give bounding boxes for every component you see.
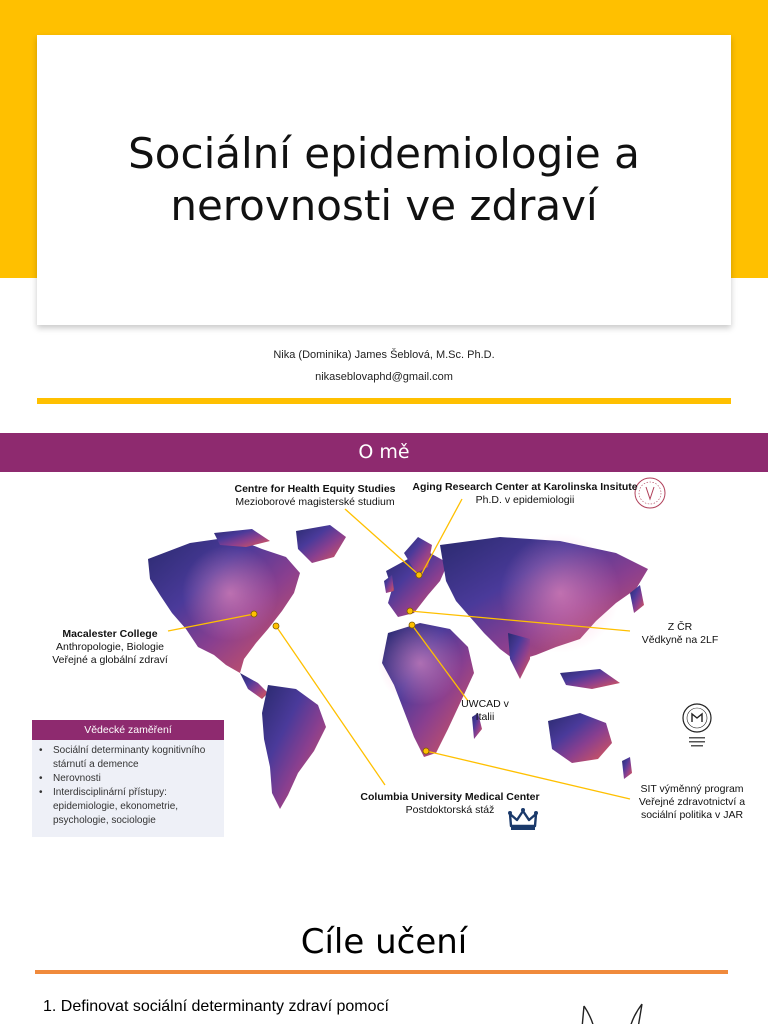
location-detail: Italii bbox=[475, 711, 495, 723]
location-label-ches bbox=[200, 483, 430, 509]
title-underline bbox=[35, 970, 728, 974]
location-label-uwcad bbox=[455, 698, 515, 724]
location-label-karolinska bbox=[410, 481, 640, 507]
location-label-czech bbox=[630, 621, 730, 647]
south-america-shape bbox=[262, 685, 326, 809]
title-underline bbox=[37, 398, 731, 404]
location-name: Aging Research Center at Karolinska Insitute bbox=[412, 481, 638, 493]
location-label-sit bbox=[622, 783, 762, 822]
learning-goals-slide bbox=[0, 880, 768, 1024]
location-detail: Anthropologie, Biologie bbox=[56, 641, 164, 653]
slide-title: Cíle učení bbox=[300, 922, 468, 962]
list-item: • Sociální determinanty kognitivního stárnutí a demence bbox=[32, 744, 224, 772]
new-zealand-shape bbox=[622, 757, 632, 779]
location-detail: Postdoktorská stáž bbox=[405, 804, 495, 816]
location-detail-2: sociální politika v JAR bbox=[640, 809, 744, 821]
location-name: UWCAD v bbox=[461, 698, 509, 710]
location-detail: Veřejné zdravotnictví a bbox=[638, 796, 746, 808]
title-card bbox=[37, 35, 731, 325]
australia-shape bbox=[548, 713, 612, 763]
list-item: • Interdisciplinární přístupy: epidemiologie, ekonometrie, psychologie, sociologie bbox=[32, 786, 224, 828]
greenland-shape bbox=[296, 525, 346, 563]
location-name: Centre for Health Equity Studies bbox=[234, 483, 396, 495]
slide-title: Sociální epidemiologie a nerovnosti ve zdraví bbox=[128, 129, 640, 230]
research-focus-box bbox=[32, 720, 224, 837]
title-slide bbox=[0, 0, 768, 420]
southeast-asia-shape bbox=[560, 669, 620, 689]
location-detail: Vědkyně na 2LF bbox=[641, 634, 719, 646]
central-america-shape bbox=[240, 673, 268, 699]
author-name: Nika (Dominika) James Šeblová, M.Sc. Ph.D. bbox=[273, 349, 495, 361]
location-detail: Mezioborové magisterské studium bbox=[235, 496, 395, 508]
list-item: • Nerovnosti bbox=[32, 772, 224, 786]
charles-university-logo bbox=[683, 704, 711, 747]
location-name: Z ČR bbox=[667, 621, 693, 633]
location-name: Columbia University Medical Center bbox=[360, 791, 540, 803]
location-label-columbia bbox=[330, 791, 570, 817]
section-header: O mě bbox=[0, 433, 768, 472]
research-focus-list bbox=[32, 744, 224, 828]
location-detail: Ph.D. v epidemiologii bbox=[475, 494, 575, 506]
location-detail-2: Veřejné a globální zdraví bbox=[52, 654, 168, 666]
plant-sketch-icon bbox=[570, 998, 660, 1024]
research-focus-heading: Vědecké zaměření bbox=[32, 720, 224, 740]
location-name: SIT výměnný program bbox=[640, 783, 744, 795]
location-label-macalester bbox=[40, 628, 180, 667]
learning-goal-item: 1. Definovat sociální determinanty zdraví pomocí bbox=[43, 998, 389, 1015]
location-name: Macalester College bbox=[62, 628, 158, 640]
arctic-islands-shape bbox=[214, 529, 270, 547]
about-me-slide bbox=[0, 433, 768, 865]
author-email: nikaseblovaphd@gmail.com bbox=[315, 371, 453, 383]
